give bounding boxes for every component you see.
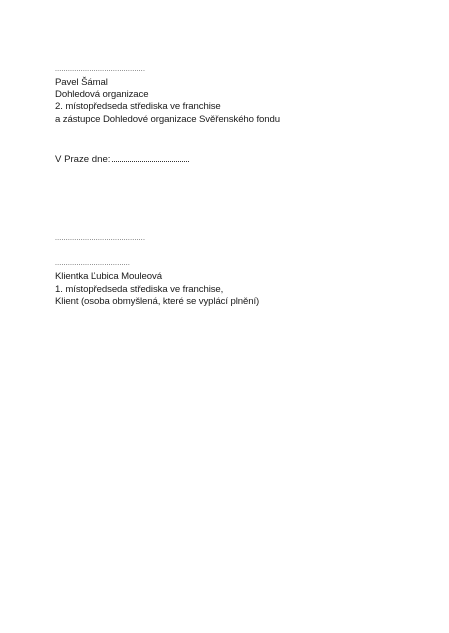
signatory-2-name: Klientka Ľubica Mouleová (55, 271, 162, 282)
date-label: V Praze dne: (55, 154, 111, 165)
signatory-1-organization: Dohledová organizace (55, 89, 149, 100)
signature-dots-2: .......................................... (55, 235, 146, 242)
signature-dots-1: .......................................... (55, 66, 146, 73)
signatory-2-role: 1. místopředseda střediska ve franchise, (55, 284, 224, 295)
date-blank (112, 153, 189, 162)
signatory-1-role: 2. místopředseda střediska ve franchise (55, 101, 221, 112)
signature-dots-3: ................................... (55, 260, 131, 267)
signatory-1-role-extra: a zástupce Dohledové organizace Svěřenského fondu (55, 114, 280, 125)
signatory-2-description: Klient (osoba obmyšlená, které se vyplácí plnění) (55, 296, 260, 307)
date-line (55, 153, 189, 166)
signatory-1-name: Pavel Šámal (55, 77, 108, 88)
